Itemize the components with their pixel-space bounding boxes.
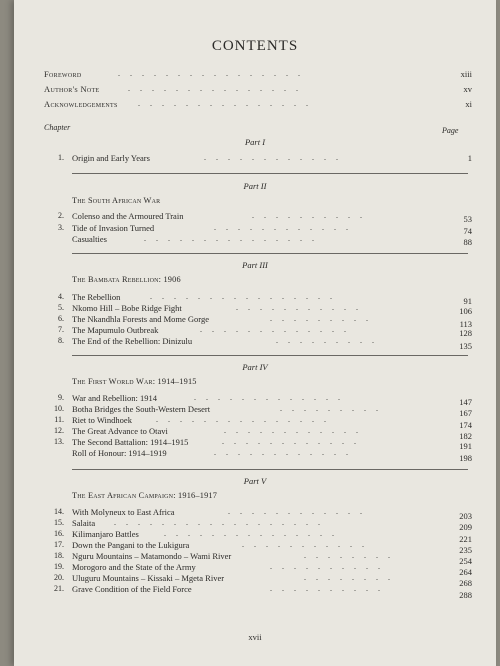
chapter-title: Roll of Honour: 1914–1919 bbox=[72, 448, 167, 458]
chapter-page: 113 bbox=[459, 319, 472, 329]
leader-dots: . . . . . . . . . . . . . . . bbox=[156, 415, 330, 424]
page-number: xvii bbox=[248, 632, 262, 642]
leader-dots: . . . . . . . . . . . . . . . bbox=[138, 99, 312, 108]
part-heading: Part II bbox=[243, 181, 267, 191]
chapter-page: 106 bbox=[459, 306, 472, 316]
chapter-title: Nkomo Hill – Bobe Ridge Fight bbox=[72, 303, 182, 313]
chapter-page: 128 bbox=[459, 328, 472, 338]
leader-dots: . . . . . . . . . . . . bbox=[214, 223, 352, 232]
chapter-number: 19. bbox=[54, 562, 64, 571]
chapter-page: 203 bbox=[459, 511, 472, 521]
chapter-title: The Second Battalion: 1914–1915 bbox=[72, 437, 189, 447]
chapter-number: 5. bbox=[58, 303, 64, 312]
chapter-page: 167 bbox=[459, 408, 472, 418]
chapter-page: 147 bbox=[459, 397, 472, 407]
chapter-number: 13. bbox=[54, 437, 64, 446]
chapter-title: Casualties bbox=[72, 234, 107, 244]
leader-dots: . . . . . . . . . . . . . . . bbox=[164, 529, 338, 538]
chapter-number: 12. bbox=[54, 426, 64, 435]
chapter-title: Colenso and the Armoured Train bbox=[72, 211, 184, 221]
chapter-number: 6. bbox=[58, 314, 64, 323]
leader-dots: . . . . . . . . . . . . . . . . bbox=[150, 292, 336, 301]
chapter-page: 221 bbox=[459, 534, 472, 544]
chapter-number: 4. bbox=[58, 292, 64, 301]
leader-dots: . . . . . . . . . . . . bbox=[228, 507, 366, 516]
leader-dots: . . . . . . . . . . bbox=[270, 584, 384, 593]
chapter-page: 1 bbox=[467, 153, 472, 163]
chapter-page: 209 bbox=[459, 522, 472, 532]
chapter-number: 7. bbox=[58, 325, 64, 334]
page-column-label: Page bbox=[442, 126, 459, 135]
chapter-title: Salaita bbox=[72, 518, 96, 528]
page-title: CONTENTS bbox=[211, 38, 299, 54]
front-matter-page: xv bbox=[463, 84, 472, 94]
chapter-title: Morogoro and the State of the Army bbox=[72, 562, 196, 572]
leader-dots: . . . . . . . . . . . . bbox=[204, 153, 342, 162]
chapter-title: The Mapumulo Outbreak bbox=[72, 325, 159, 335]
chapter-number: 18. bbox=[54, 551, 64, 560]
chapter-page: 254 bbox=[459, 556, 472, 566]
part-heading: Part V bbox=[243, 476, 267, 486]
section-divider bbox=[72, 173, 468, 174]
chapter-title: Grave Condition of the Field Force bbox=[72, 584, 192, 594]
chapter-page: 135 bbox=[459, 341, 472, 351]
leader-dots: . . . . . . . . . . . . . . . . bbox=[118, 69, 304, 78]
front-matter-page: xi bbox=[465, 99, 472, 109]
chapter-number: 3. bbox=[58, 223, 64, 232]
book-page bbox=[14, 0, 496, 666]
leader-dots: . . . . . . . . . . . bbox=[242, 540, 368, 549]
leader-dots: . . . . . . . . . . . . bbox=[224, 426, 362, 435]
front-matter-title: Acknowledgements bbox=[44, 99, 118, 109]
leader-dots: . . . . . . . . . . . . bbox=[222, 437, 360, 446]
front-matter-title: Author's Note bbox=[44, 84, 100, 94]
chapter-title: Riet to Windhoek bbox=[72, 415, 132, 425]
leader-dots: . . . . . . . . . . bbox=[270, 562, 384, 571]
chapter-title: The Rebellion bbox=[72, 292, 121, 302]
part-heading: Part IV bbox=[242, 362, 268, 372]
section-heading: The South African War bbox=[72, 196, 161, 205]
chapter-title: Origin and Early Years bbox=[72, 153, 150, 163]
chapter-page: 53 bbox=[463, 214, 472, 224]
chapter-title: With Molyneux to East Africa bbox=[72, 507, 175, 517]
leader-dots: . . . . . . . . . . . bbox=[236, 303, 362, 312]
chapter-column-label: Chapter bbox=[44, 123, 71, 132]
leader-dots: . . . . . . . . . bbox=[276, 336, 378, 345]
leader-dots: . . . . . . . . . . . . . bbox=[200, 325, 350, 334]
chapter-title: War and Rebellion: 1914 bbox=[72, 393, 158, 403]
chapter-page: 174 bbox=[459, 420, 472, 430]
leader-dots: . . . . . . . . . bbox=[270, 314, 372, 323]
chapter-title: The End of the Rebellion: Dinizulu bbox=[72, 336, 193, 346]
part-heading: Part I bbox=[244, 137, 266, 147]
leader-dots: . . . . . . . . . . . . . . . . . . bbox=[114, 518, 324, 527]
leader-dots: . . . . . . . . . . . . bbox=[214, 448, 352, 457]
chapter-title: Botha Bridges the South-Western Desert bbox=[72, 404, 211, 414]
part-heading: Part III bbox=[242, 260, 268, 270]
chapter-page: 268 bbox=[459, 578, 472, 588]
leader-dots: . . . . . . . . . . . . . bbox=[194, 393, 344, 402]
chapter-number: 21. bbox=[54, 584, 64, 593]
chapter-title: The Great Advance to Otavi bbox=[72, 426, 168, 436]
chapter-number: 16. bbox=[54, 529, 64, 538]
front-matter-page: xiii bbox=[460, 69, 472, 79]
chapter-number: 10. bbox=[54, 404, 64, 413]
section-divider bbox=[72, 469, 468, 470]
chapter-page: 198 bbox=[459, 453, 472, 463]
section-heading: The East African Campaign: 1916–1917 bbox=[72, 491, 218, 500]
chapter-page: 88 bbox=[463, 237, 472, 247]
section-heading: The Bambata Rebellion: 1906 bbox=[72, 275, 181, 284]
chapter-number: 15. bbox=[54, 518, 64, 527]
chapter-number: 20. bbox=[54, 573, 64, 582]
leader-dots: . . . . . . . . bbox=[304, 573, 394, 582]
leader-dots: . . . . . . . . . . bbox=[252, 211, 366, 220]
leader-dots: . . . . . . . . . . . . . . . bbox=[128, 84, 302, 93]
chapter-page: 74 bbox=[463, 226, 472, 236]
chapter-page: 182 bbox=[459, 431, 472, 441]
chapter-title: Tide of Invasion Turned bbox=[72, 223, 155, 233]
chapter-page: 91 bbox=[463, 296, 472, 306]
section-divider bbox=[72, 253, 468, 254]
chapter-title: The Nkandhla Forests and Mome Gorge bbox=[72, 314, 209, 324]
chapter-title: Down the Pangani to the Lukigura bbox=[72, 540, 190, 550]
chapter-page: 191 bbox=[459, 441, 472, 451]
leader-dots: . . . . . . . . . bbox=[280, 404, 382, 413]
chapter-number: 8. bbox=[58, 336, 64, 345]
chapter-title: Nguru Mountains – Matamondo – Wami River bbox=[72, 551, 232, 561]
chapter-number: 14. bbox=[54, 507, 64, 516]
chapter-title: Kilimanjaro Battles bbox=[72, 529, 139, 539]
chapter-number: 9. bbox=[58, 393, 64, 402]
chapter-title: Uluguru Mountains – Kissaki – Mgeta River bbox=[72, 573, 225, 583]
leader-dots: . . . . . . . . . . . . . . . bbox=[144, 234, 318, 243]
chapter-number: 11. bbox=[54, 415, 64, 424]
section-heading: The First World War: 1914–1915 bbox=[72, 377, 197, 386]
chapter-number: 2. bbox=[58, 211, 64, 220]
leader-dots: . . . . . . . . bbox=[304, 551, 394, 560]
front-matter-title: Foreword bbox=[44, 69, 82, 79]
chapter-number: 17. bbox=[54, 540, 64, 549]
chapter-page: 235 bbox=[459, 545, 472, 555]
section-divider bbox=[72, 355, 468, 356]
chapter-number: 1. bbox=[58, 153, 64, 162]
chapter-page: 264 bbox=[459, 567, 472, 577]
chapter-page: 288 bbox=[459, 590, 472, 600]
